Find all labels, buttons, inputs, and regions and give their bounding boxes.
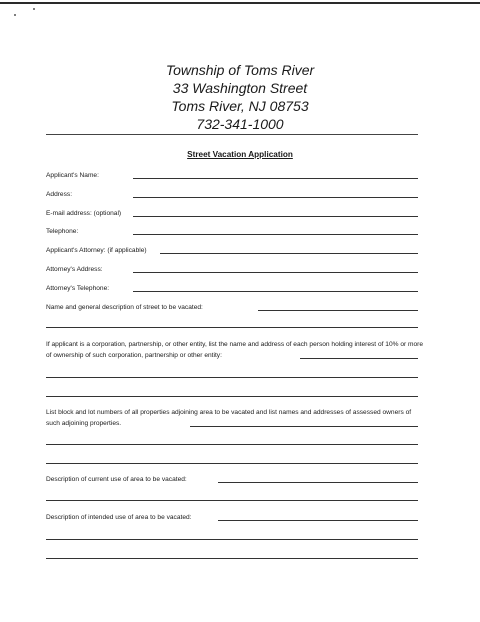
attorney-label: Applicant's Attorney: (if applicable)	[46, 247, 147, 254]
block-lot-line-2[interactable]	[46, 444, 418, 445]
intended-use-label: Description of intended use of area to be vacated:	[46, 514, 192, 521]
email-field[interactable]	[133, 216, 418, 217]
form-title: Street Vacation Application	[187, 150, 293, 159]
header-divider	[46, 134, 418, 135]
attorney-field[interactable]	[160, 253, 418, 254]
corporation-interest-line-2[interactable]	[46, 377, 418, 378]
block-lot-field[interactable]	[190, 426, 418, 427]
address-field[interactable]	[133, 197, 418, 198]
header-city: Toms River, NJ 08753	[171, 98, 309, 114]
corporation-interest-label: If applicant is a corporation, partnership, or other entity, list the name and address of each person holding interest of 10% or more of ownership of such corporation, partnership or other entity:	[46, 341, 424, 359]
block-lot-line-3[interactable]	[46, 463, 418, 464]
intended-use-line-3[interactable]	[46, 558, 418, 559]
applicant-name-field[interactable]	[133, 178, 418, 179]
header-phone: 732-341-1000	[196, 116, 284, 132]
scan-speck	[14, 14, 16, 16]
header-street: 33 Washington Street	[172, 80, 308, 96]
current-use-field[interactable]	[218, 482, 418, 483]
current-use-line-2[interactable]	[46, 500, 418, 501]
current-use-label: Description of current use of area to be vacated:	[46, 476, 187, 483]
street-description-line-2[interactable]	[46, 327, 418, 328]
applicant-name-label: Applicant's Name:	[46, 172, 99, 179]
email-label: E-mail address: (optional)	[46, 210, 122, 217]
attorney-address-field[interactable]	[133, 272, 418, 273]
header-township: Township of Toms River	[165, 62, 315, 78]
corporation-interest-line-3[interactable]	[46, 396, 418, 397]
corporation-interest-field[interactable]	[300, 358, 418, 359]
scan-speck	[33, 8, 35, 10]
street-description-field[interactable]	[258, 310, 418, 311]
telephone-field[interactable]	[133, 234, 418, 235]
telephone-label: Telephone:	[46, 228, 79, 235]
street-description-label: Name and general description of street to be vacated:	[46, 304, 203, 311]
attorney-address-label: Attorney's Address:	[46, 266, 103, 273]
attorney-telephone-label: Attorney's Telephone:	[46, 285, 110, 292]
scan-top-edge	[0, 2, 480, 4]
block-lot-label: List block and lot numbers of all properties adjoining area to be vacated and list names and addresses of assessed owners of such adjoining properties.	[46, 409, 412, 427]
attorney-telephone-field[interactable]	[133, 291, 418, 292]
intended-use-line-2[interactable]	[46, 539, 418, 540]
intended-use-field[interactable]	[218, 520, 418, 521]
address-label: Address:	[46, 191, 73, 198]
